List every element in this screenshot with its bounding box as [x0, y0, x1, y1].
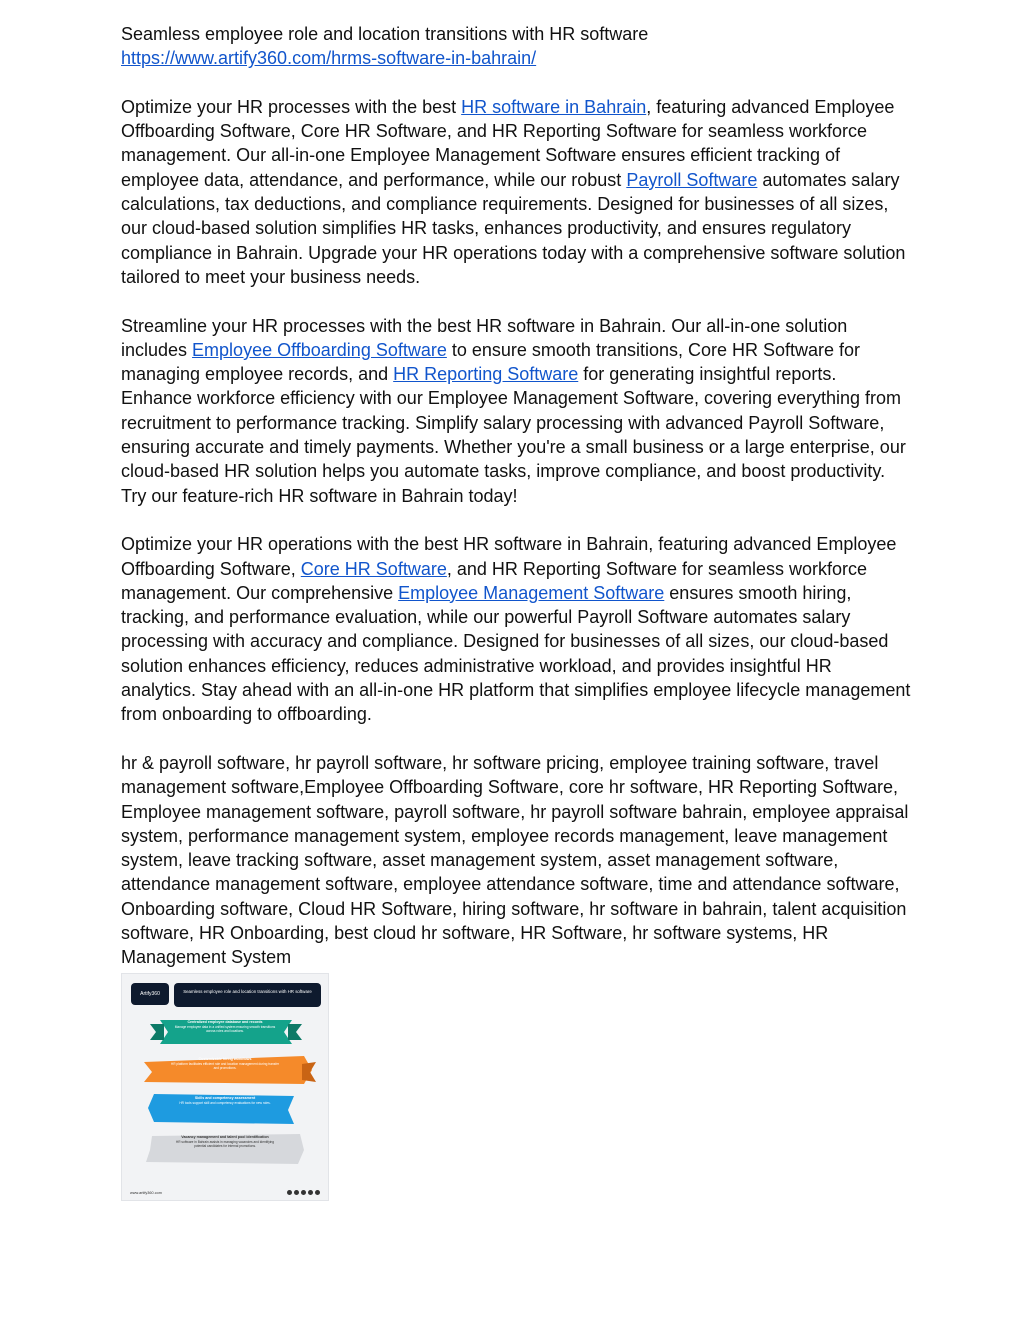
youtube-icon — [315, 1190, 320, 1195]
infographic-band-1 — [122, 1018, 329, 1046]
hr-reporting-link[interactable]: HR Reporting Software — [393, 364, 579, 385]
infographic-band-2 — [122, 1054, 329, 1086]
core-hr-link[interactable]: Core HR Software — [300, 558, 447, 579]
twitter-icon — [301, 1190, 306, 1195]
payroll-software-link[interactable]: Payroll Software — [626, 169, 758, 190]
para3-text-1: Optimize your HR operations with the best HR software in Bahrain, featuring advanced Employee Offboarding Software, — [121, 534, 897, 579]
para2-text-1: Streamline your HR processes with the best HR software in Bahrain. Our all-in-one solution includes — [121, 315, 848, 360]
infographic-band-4 — [122, 1132, 329, 1166]
para3-text-3: ensures smooth hiring, tracking, and performance evaluation, while our powerful Payroll Software automates salary processing with accuracy and compliance. Designed for businesses of all sizes, our cloud-based solution enhances efficiency, reduces administrative workload, and provides insightful HR analytics. Stay ahead with an all-in-one HR platform that simplifies employee lifecycle management from onboarding to offboarding. — [121, 582, 911, 725]
keywords-paragraph: hr & payroll software, hr payroll software, hr software pricing, employee training software, travel management software,Employee Offboarding Software, core hr software, HR Reporting Software, Employee management software, payroll software, hr payroll software bahrain, employee appraisal system, performance management system, employee records management, leave management system, leave tracking software, asset management system, asset management software, attendance management software, employee attendance software, time and attendance software, Onboarding software, Cloud HR Software, hiring software, hr software in bahrain, talent acquisition software, HR Onboarding, best cloud hr software, HR Software, hr software systems, HR Management System — [121, 752, 909, 968]
band-1-desc: Manage employee data in a unified system ensuring smooth transitions across roles and locations. — [174, 1024, 276, 1033]
infographic-title: Seamless employee role and location transitions with HR software — [174, 983, 321, 1007]
band-4-title: Vacancy management and talent pool identification — [181, 1135, 269, 1139]
band-2-title: Customizable hiring workflows — [198, 1057, 252, 1061]
linkedin-icon — [308, 1190, 313, 1195]
infographic-image — [121, 973, 329, 1201]
doc-title-line: Seamless employee role and location transitions with HR software — [121, 24, 649, 44]
url-link[interactable]: https://www.artify360.com/hrms-software-in-bahrain/ — [121, 48, 537, 69]
instagram-icon — [294, 1190, 299, 1195]
para2-text-2: to ensure smooth transitions, Core HR Software for managing employee records, and — [121, 339, 861, 385]
band-3-desc: HR tools support skill and competency evaluations for new roles. — [179, 1100, 271, 1105]
band-2-desc: HR platform facilitates efficient role and location management during transfer and promotions. — [170, 1061, 280, 1070]
para1-text-2: , featuring advanced Employee Offboarding Software, Core HR Software, and HR Reporting Software for seamless workforce management. Our all-in-one Employee Management Software ensures efficient tracking of employee data, attendance, and performance, while our robust — [121, 96, 895, 190]
para1-text-3: automates salary calculations, tax deductions, and compliance requirements. Designed for businesses of all sizes, our cloud-based solution simplifies HR tasks, enhances productivity, and ensures regulatory compliance in Bahrain. Upgrade your HR operations today with a comprehensive software solution tailored to meet your business needs. — [121, 169, 906, 287]
infographic-footer-url: www.artify360.com — [130, 1191, 162, 1195]
band-4-desc: HR software in Bahrain assists in managing vacancies and identifying potential candidates for internal promotions. — [175, 1139, 275, 1148]
paragraph-1 — [121, 95, 911, 289]
facebook-icon — [287, 1190, 292, 1195]
paragraph-3 — [121, 532, 911, 726]
para2-text-3: for generating insightful reports. Enhance workforce efficiency with our Employee Management Software, covering everything from recruitment to performance tracking. Simplify salary processing with advanced Payroll Software, ensuring accurate and timely payments. Whether you're a small business or a large enterprise, our cloud-based HR solution helps you automate tasks, improve compliance, and boost productivity. Try our feature-rich HR software in Bahrain today! — [121, 364, 906, 506]
para1-text-1: Optimize your HR processes with the best — [121, 96, 462, 117]
hr-software-bahrain-link[interactable]: HR software in Bahrain — [461, 96, 647, 117]
band-1-title: Centralized employee database and records — [187, 1020, 263, 1024]
paragraph-2 — [121, 314, 911, 508]
employee-offboarding-link[interactable]: Employee Offboarding Software — [192, 339, 447, 360]
employee-management-link[interactable]: Employee Management Software — [398, 582, 665, 603]
para3-text-2: , and HR Reporting Software for seamless workforce management. Our comprehensive — [121, 558, 868, 603]
document-body — [121, 22, 911, 970]
social-icons — [287, 1190, 320, 1195]
band-3-title: Skills and competency assessment — [194, 1096, 256, 1100]
infographic-logo: Artify360 — [131, 983, 169, 1005]
infographic-band-3 — [122, 1092, 329, 1126]
